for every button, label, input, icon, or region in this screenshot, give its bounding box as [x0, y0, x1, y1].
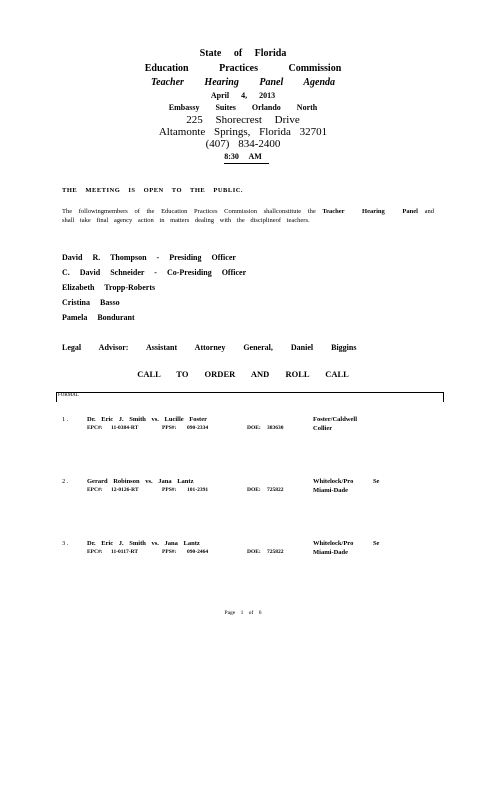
- doe-label: DOE:: [247, 425, 261, 431]
- member-item: Cristina Basso: [62, 298, 120, 307]
- member-item: Pamela Bondurant: [62, 313, 135, 322]
- header-phone: (407) 834-2400: [205, 138, 281, 150]
- header-city: Altamonte Springs, Florida 32701: [158, 126, 328, 138]
- case-number: 3 .: [62, 540, 69, 547]
- case-title: Gerard Robinson vs. Jana Lantz: [87, 478, 194, 485]
- case-number: 1 .: [62, 416, 69, 423]
- header-time: 8:30 AM: [224, 152, 262, 161]
- call-to-order: CALL TO ORDER AND ROLL CALL: [137, 369, 349, 379]
- case-counsel: Whitelock/Pro Se: [313, 478, 380, 485]
- doe-value: 725822: [267, 487, 284, 493]
- epc-value: 12-0126-RT: [111, 487, 139, 493]
- formal-section-bar: [56, 392, 444, 402]
- case-counsel: Foster/Caldwell: [313, 416, 358, 423]
- pps-value: 090-2464: [187, 549, 209, 555]
- doe-value: 725822: [267, 549, 284, 555]
- legal-advisor: Legal Advisor: Assistant Attorney General, Daniel Biggins: [62, 343, 357, 352]
- public-notice: THE MEETING IS OPEN TO THE PUBLIC.: [62, 187, 244, 194]
- pps-label: PPS#:: [162, 549, 177, 555]
- header-date: April 4, 2013: [210, 91, 276, 100]
- page-number: Page 1 of 6: [224, 610, 262, 616]
- case-title: Dr. Eric J. Smith vs. Jana Lantz: [87, 540, 200, 547]
- header-street: 225 Shorecrest Drive: [186, 114, 300, 126]
- doe-label: DOE:: [247, 549, 261, 555]
- case-county: Collier: [313, 425, 333, 432]
- intro-line-1-panel: Teacher Hearing Panel: [322, 208, 418, 215]
- case-counsel: Whitelock/Pro Se: [313, 540, 380, 547]
- header-agenda-title: Teacher Hearing Panel Agenda: [150, 77, 336, 88]
- member-item: Elizabeth Tropp-Roberts: [62, 283, 156, 292]
- formal-section-label: FORMAL: [58, 393, 79, 398]
- case-number: 2 .: [62, 478, 69, 485]
- epc-label: EPC#:: [87, 487, 103, 493]
- intro-line-1: [62, 208, 434, 215]
- epc-value: 11-0117-RT: [111, 549, 139, 555]
- member-item: David R. Thompson - Presiding Officer: [62, 253, 236, 262]
- member-item: C. David Schneider - Co-Presiding Officer: [62, 268, 247, 277]
- epc-label: EPC#:: [87, 549, 103, 555]
- pps-value: 090-2334: [187, 425, 209, 431]
- intro-line-2: shall take final agency action in matters dealing with the disciplineof teachers.: [62, 217, 310, 224]
- pps-value: 101-2391: [187, 487, 209, 493]
- time-underline: [224, 163, 269, 164]
- case-title: Dr. Eric J. Smith vs. Lucille Foster: [87, 416, 207, 423]
- intro-line-1-suffix: and: [424, 208, 434, 215]
- case-county: Miami-Dade: [313, 549, 349, 556]
- epc-label: EPC#:: [87, 425, 103, 431]
- doe-label: DOE:: [247, 487, 261, 493]
- intro-line-1-prefix: The followingmembers of the Education Practices Commission shallconstitute the: [62, 208, 316, 215]
- doe-value: 383630: [267, 425, 284, 431]
- case-county: Miami-Dade: [313, 487, 349, 494]
- epc-value: 11-0384-RT: [111, 425, 139, 431]
- header-venue: Embassy Suites Orlando North: [168, 103, 318, 112]
- pps-label: PPS#:: [162, 425, 177, 431]
- pps-label: PPS#:: [162, 487, 177, 493]
- header-commission: Education Practices Commission: [144, 63, 342, 74]
- header-state: State of Florida: [199, 48, 287, 59]
